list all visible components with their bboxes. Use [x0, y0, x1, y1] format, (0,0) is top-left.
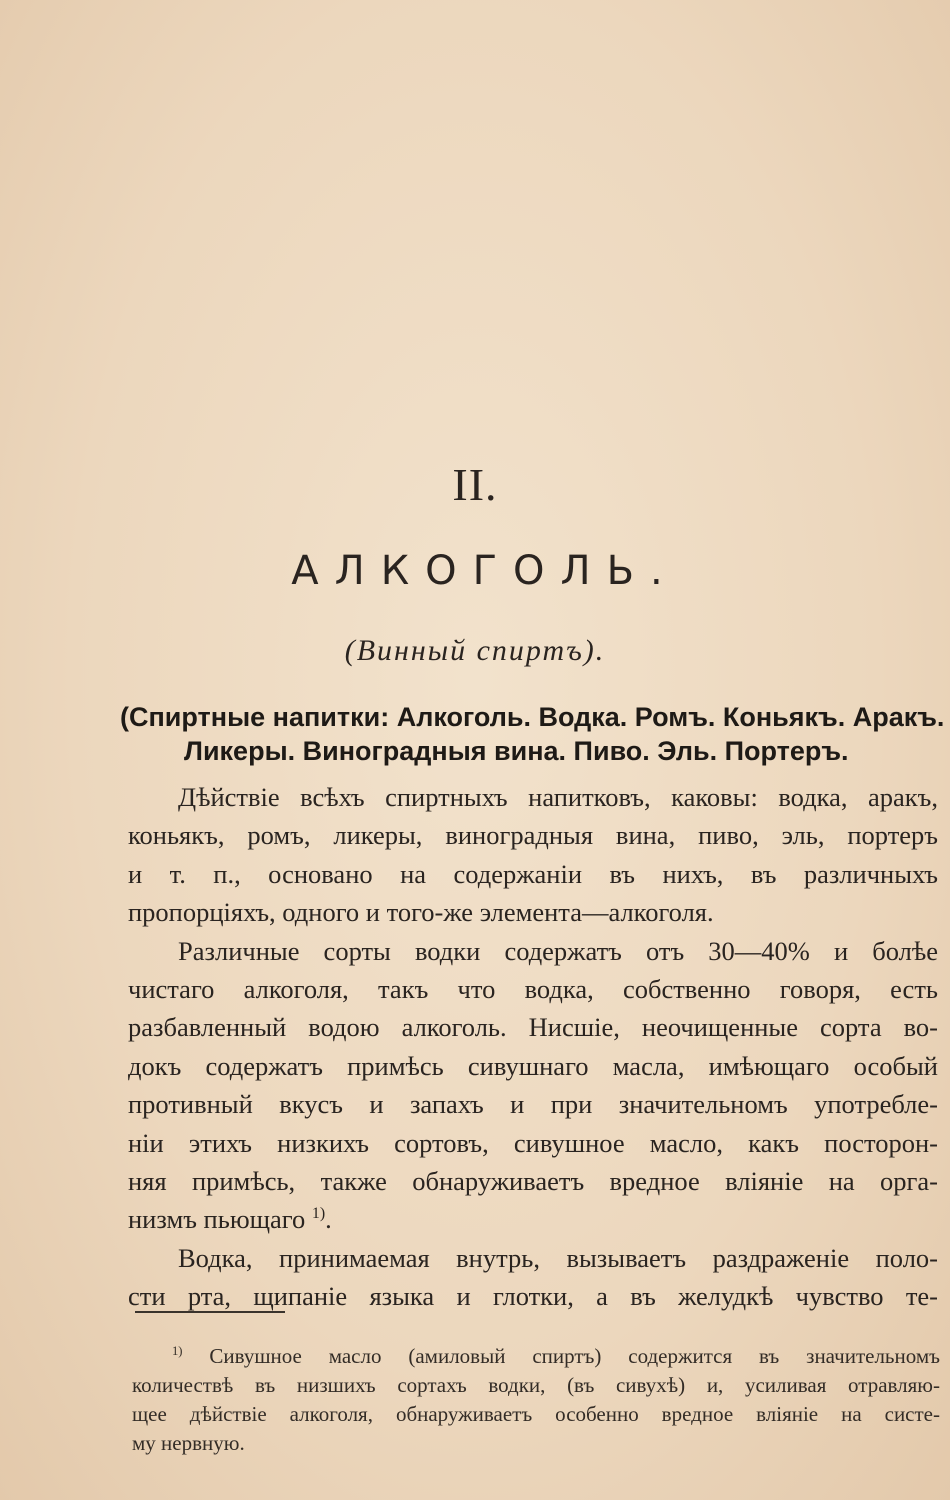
footnote [132, 1342, 940, 1458]
body-text [128, 778, 938, 1315]
chapter-number: II. [452, 459, 498, 510]
body-line: и т. п., основано на содержанiи въ нихъ, въ различныхъ [128, 858, 938, 889]
body-line: разбавленный водою алкоголь. Нисшiе, неочищенные сорта во- [128, 1012, 938, 1043]
chapter-title: АЛКОГОЛЬ. [291, 548, 679, 594]
body-line: Дѣйствiе всѣхъ спиртныхъ напитковъ, каковы: водка, аракъ, [178, 782, 938, 812]
body-line-text: низмъ пьющаго [128, 1204, 306, 1235]
body-line: докъ содержатъ примѣсь сивушнаго масла, имѣющаго особый [128, 1050, 938, 1081]
body-line: чистаго алкоголя, такъ что водка, собственно говоря, есть [128, 973, 938, 1004]
footnote-line: количествѣ въ низшихъ сортахъ водки, (въ сивухѣ) и, усиливая отравляю- [132, 1373, 940, 1397]
body-line: сти рта, щипанiе языка и глотки, а въ желудкѣ чувство те- [128, 1281, 938, 1312]
body-line: коньякъ, ромъ, ликеры, виноградныя вина, пиво, эль, портеръ [128, 820, 938, 851]
drinks-header-line-2: Ликеры. Виноградныя вина. Пиво. Эль. Портеръ. [184, 736, 849, 766]
footnote-line [132, 1342, 940, 1371]
body-line: противный вкусъ и запахъ и при значительномъ употребле- [128, 1089, 938, 1120]
footnote-divider [135, 1311, 285, 1313]
footnote-line: щее дѣйствiе алкоголя, обнаруживаетъ особенно вредное влiянiе на систе- [132, 1402, 940, 1426]
drinks-header-line-1: (Спиртные напитки: Алкоголь. Водка. Ромъ. Коньякъ. Аракъ. [120, 702, 945, 732]
footnote-line: му нервную. [132, 1431, 245, 1455]
body-line: Водка, принимаемая внутрь, вызываетъ раздраженiе поло- [178, 1242, 938, 1273]
footnote-marker: 1) [172, 1344, 183, 1358]
body-line: нiи этихъ низкихъ сортовъ, сивушное масло, какъ посторон- [128, 1127, 938, 1158]
footnote-line-text: Сивушное масло (амиловый спиртъ) содержится въ значительномъ [209, 1344, 940, 1368]
body-line-with-footnote: низмъ пьющаго $^{1)}$. [128, 1204, 332, 1235]
footnote-reference[interactable]: 1) [311, 1205, 326, 1223]
chapter-subtitle: (Винный спиртъ). [344, 634, 606, 667]
body-line: Различные сорты водки содержатъ отъ 30—40% и болѣе [178, 935, 938, 966]
drinks-header [120, 700, 945, 768]
body-line: пропорцiяхъ, одного и того-же элемента—алкоголя. [128, 897, 714, 928]
body-line: няя примѣсь, также обнаруживаетъ вредное влiянiе на орга- [128, 1165, 938, 1196]
